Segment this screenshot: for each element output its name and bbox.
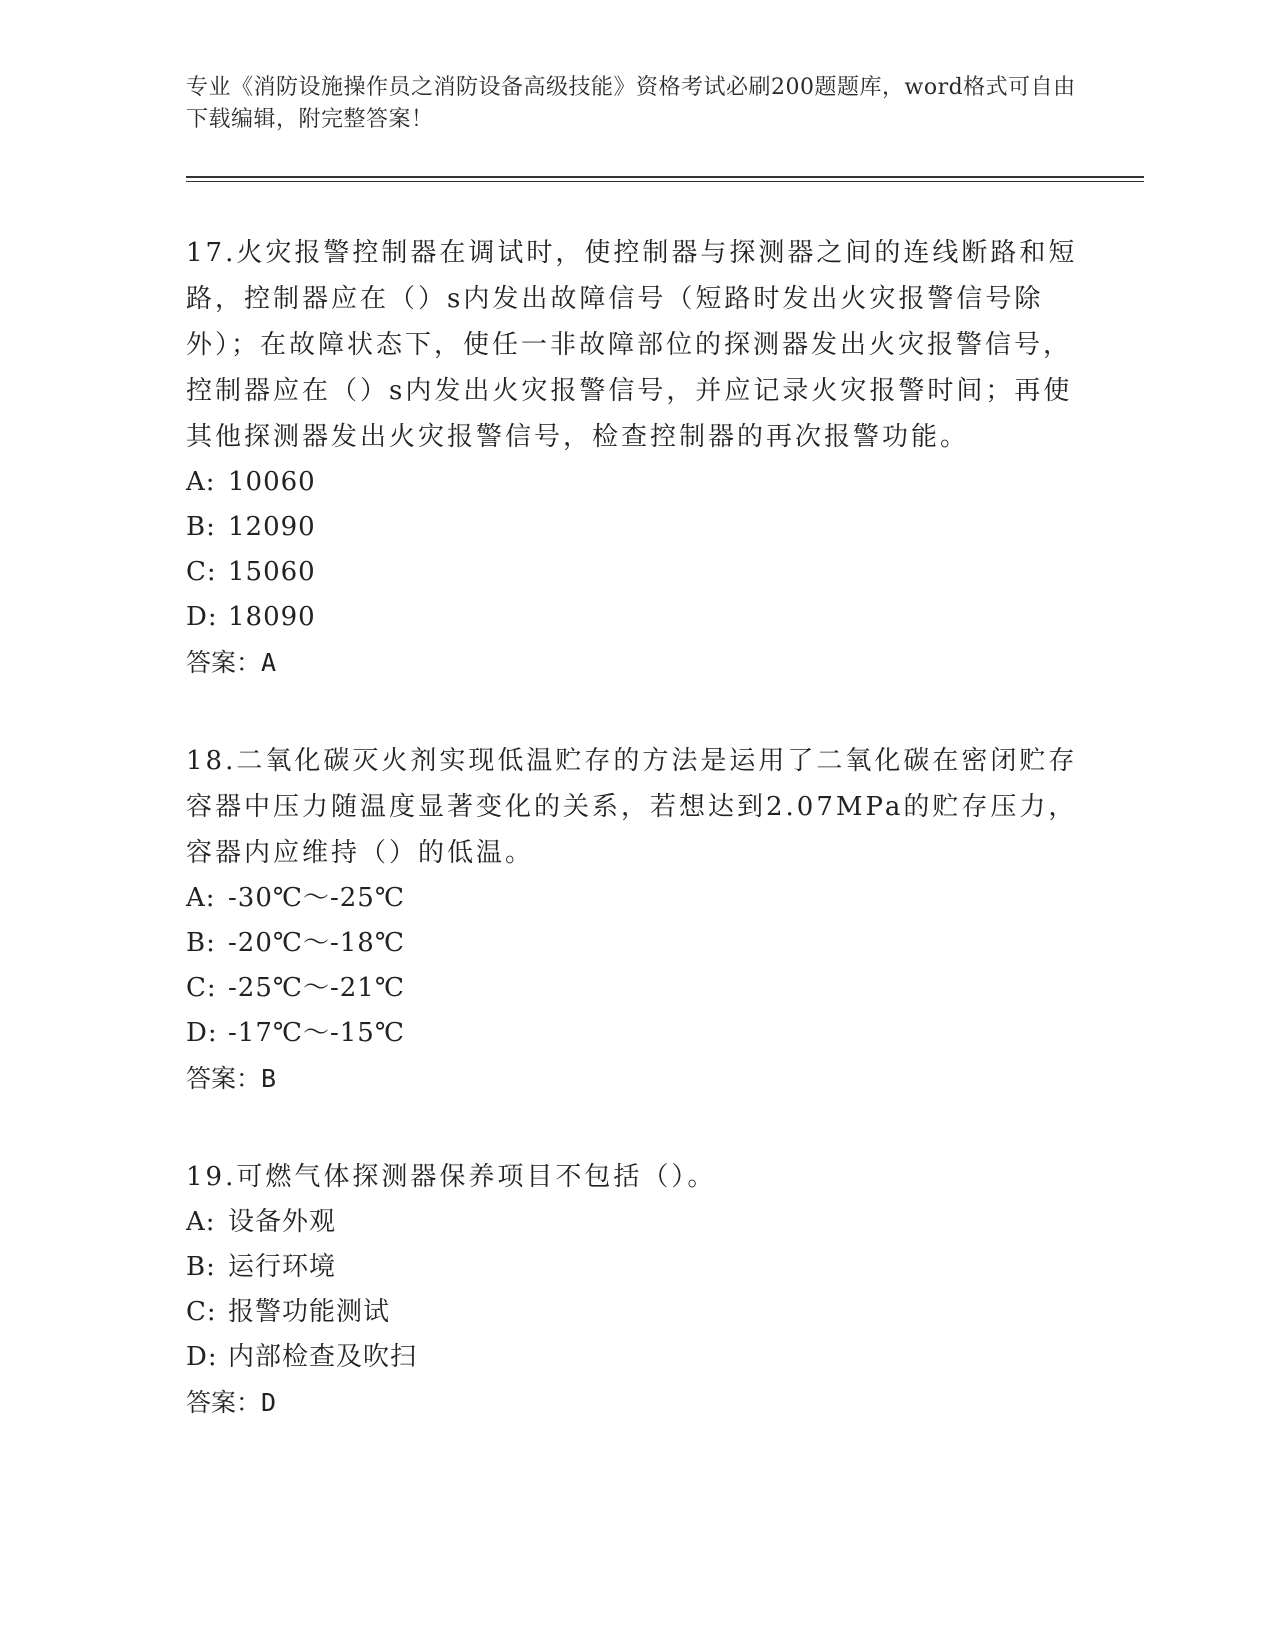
option-letter: A:: [186, 883, 216, 913]
question-17: [186, 230, 1086, 686]
option-letter: B:: [186, 1252, 216, 1282]
option-d: [186, 595, 1086, 640]
question-text: 17.火灾报警控制器在调试时，使控制器与探测器之间的连线断路和短路，控制器应在（）s内发出故障信号（短路时发出火灾报警信号除外）；在故障状态下，使任一非故障部位的探测器发出火灾报警信号，控制器应在（）s内发出火灾报警信号，并应记录火灾报警时间；再使其他探测器发出火灾报警信号，检查控制器的再次报警功能。: [186, 238, 1078, 452]
option-a: [186, 1200, 1086, 1245]
header-rule-thin: [186, 181, 1144, 182]
option-letter: B:: [186, 928, 216, 958]
option-text: 内部检查及吹扫: [228, 1342, 418, 1372]
document-header: 专业《消防设施操作员之消防设备高级技能》资格考试必刷200题题库，word格式可自由下载编辑，附完整答案！: [186, 75, 1076, 132]
option-b: [186, 921, 1086, 966]
option-text: 15060: [228, 557, 316, 587]
option-b: [186, 1245, 1086, 1290]
option-letter: B:: [186, 512, 216, 542]
option-a: [186, 460, 1086, 505]
header-rule-thick: [186, 176, 1144, 178]
option-c: [186, 966, 1086, 1011]
option-d: [186, 1011, 1086, 1056]
option-c: [186, 550, 1086, 595]
answer-line: 答案：D: [186, 1388, 277, 1417]
option-letter: C:: [186, 973, 217, 1003]
answer-line: 答案：B: [186, 1064, 277, 1093]
question-text: 18.二氧化碳灭火剂实现低温贮存的方法是运用了二氧化碳在密闭贮存容器中压力随温度显著变化的关系，若想达到2.07MPa的贮存压力，容器内应维持（）的低温。: [186, 746, 1078, 868]
option-b: [186, 505, 1086, 550]
option-text: 运行环境: [228, 1252, 337, 1282]
option-text: 18090: [228, 602, 316, 632]
option-text: -20℃～-18℃: [228, 928, 405, 958]
question-19: [186, 1154, 1086, 1426]
option-letter: C:: [186, 557, 217, 587]
question-list: [186, 230, 1086, 1478]
option-letter: C:: [186, 1297, 217, 1327]
option-text: 设备外观: [228, 1207, 337, 1237]
option-letter: A:: [186, 1207, 216, 1237]
option-text: 报警功能测试: [228, 1297, 391, 1327]
option-letter: A:: [186, 467, 216, 497]
option-letter: D:: [186, 1018, 218, 1048]
question-18: [186, 738, 1086, 1102]
option-a: [186, 876, 1086, 921]
option-text: -17℃～-15℃: [228, 1018, 405, 1048]
option-text: 12090: [228, 512, 316, 542]
answer-line: 答案：A: [186, 648, 277, 677]
option-text: -25℃～-21℃: [228, 973, 405, 1003]
option-c: [186, 1290, 1086, 1335]
question-text: 19.可燃气体探测器保养项目不包括（）。: [186, 1162, 717, 1192]
option-text: 10060: [228, 467, 316, 497]
option-text: -30℃～-25℃: [228, 883, 405, 913]
option-letter: D:: [186, 1342, 218, 1372]
option-d: [186, 1335, 1086, 1380]
option-letter: D:: [186, 602, 218, 632]
